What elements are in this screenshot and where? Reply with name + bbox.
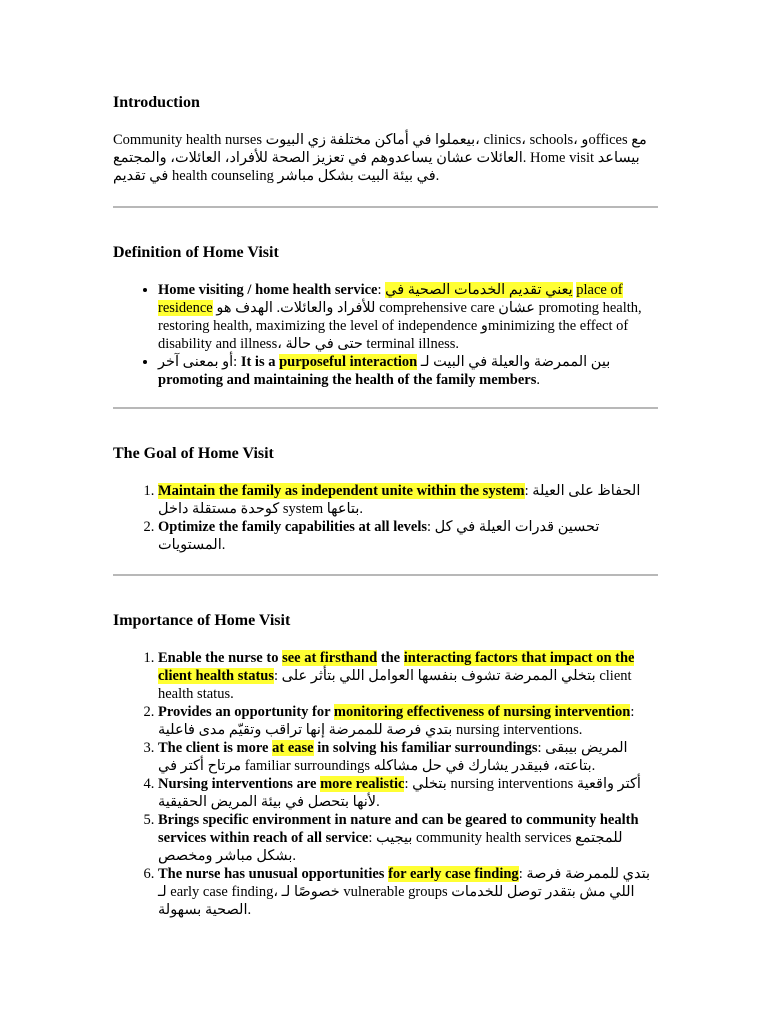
list-item	[158, 518, 658, 554]
bold-text: Brings specific environment in nature and can be geared to community health services within reach of all service	[158, 812, 639, 846]
highlight: more realistic	[320, 776, 405, 792]
highlight: interacting factors that impact on the client health status	[158, 650, 635, 684]
intro-paragraph	[113, 131, 658, 185]
highlight: for early case finding	[388, 866, 519, 882]
section-heading: Introduction	[113, 94, 200, 111]
introduction-section	[113, 92, 658, 185]
bold-text: promoting and maintaining the health of the family members	[158, 372, 537, 388]
section-divider	[113, 574, 658, 576]
goal-section	[113, 443, 658, 554]
intro-line: Community health nurses بيعملوا في أماكن مختلفة زي البيوت، clinics، schools، وoffices	[113, 132, 628, 148]
highlight: يعني تقديم الخدمات الصحية في	[385, 282, 573, 298]
text: : بتخلي الممرضة تشوف بنفسها العوامل اللي بتأثر على client health status.	[158, 668, 632, 702]
list-item	[158, 811, 658, 865]
intro-line: مع العائلات عشان يساعدوهم في تعزيز الصحة للأفراد، العائلات، والمجتمع. Home visit	[113, 132, 647, 166]
bold-text: Provides an opportunity for	[158, 704, 334, 720]
highlight: purposeful interaction	[279, 354, 418, 370]
section-heading: Definition of Home Visit	[113, 244, 279, 261]
text: : بتخلي nursing interventions أكتر واقعية لأنها بتحصل في بيئة المريض الحقيقية.	[158, 776, 641, 810]
bold-text: the	[377, 650, 404, 666]
list-item	[158, 353, 658, 389]
text: :	[377, 282, 386, 298]
bold-text: The nurse has unusual opportunities	[158, 866, 389, 882]
intro-line: بيساعد في تقديم health counseling في بيئة البيت بشكل مباشر.	[113, 150, 640, 184]
section-heading: The Goal of Home Visit	[113, 445, 274, 462]
definition-list	[113, 281, 658, 389]
list-item	[158, 703, 658, 739]
list-item	[158, 281, 658, 353]
bold-text: Nursing interventions are	[158, 776, 321, 792]
section-divider	[113, 206, 658, 208]
document-content	[113, 92, 658, 919]
term: Home visiting / home health service	[158, 282, 378, 298]
bold-text: in solving his familiar surroundings	[313, 740, 538, 756]
goal-list	[113, 482, 658, 554]
importance-list	[113, 649, 658, 919]
bold-text: It is a	[240, 354, 280, 370]
highlight: see at firsthand	[282, 650, 378, 666]
text: : بتدي للممرضة فرصة لـ early case finding، خصوصًا لـ vulnerable groups اللي مش بتقدر توصل للخدمات الصحية بسهولة.	[158, 866, 651, 918]
text: بين الممرضة والعيلة في البيت لـ	[417, 354, 611, 370]
text: : المريض بيبقى مرتاح أكتر في familiar surroundings بتاعته، فبيقدر يشارك في حل مشاكله.	[158, 740, 628, 774]
section-heading: Importance of Home Visit	[113, 612, 291, 629]
list-item	[158, 482, 658, 518]
text: : تحسين قدرات العيلة في كل المستويات.	[158, 519, 600, 553]
text: للأفراد والعائلات. الهدف هو comprehensive care عشان promoting health, restoring health, maximizing the level of independence وminimizing the effect of disability and illness، حتى في حالة terminal illness.	[158, 300, 642, 352]
text: : الحفاظ على العيلة كوحدة مستقلة داخل system بتاعها.	[158, 483, 641, 517]
list-item	[158, 649, 658, 703]
bold-text: Enable the nurse to	[158, 650, 283, 666]
bold-text: The client is more	[158, 740, 273, 756]
bold-text: Optimize the family capabilities at all levels	[158, 519, 428, 535]
text: .	[536, 372, 540, 388]
section-divider	[113, 407, 658, 409]
highlight: at ease	[272, 740, 314, 756]
highlight: monitoring effectiveness of nursing intervention	[333, 704, 631, 720]
importance-section	[113, 610, 658, 919]
text: : بيجيب community health services للمجتمع بشكل مباشر ومخصص.	[158, 830, 623, 864]
text: : بتدي فرصة للممرضة إنها تراقب وتقيّم مدى فاعلية nursing interventions.	[158, 704, 635, 738]
definition-section	[113, 242, 658, 389]
list-item	[158, 739, 658, 775]
text: أو بمعنى آخر:	[158, 354, 241, 370]
list-item	[158, 775, 658, 811]
highlight: place of residence	[158, 282, 623, 316]
list-item	[158, 865, 658, 919]
highlight: Maintain the family as independent unite within the system	[158, 483, 525, 499]
